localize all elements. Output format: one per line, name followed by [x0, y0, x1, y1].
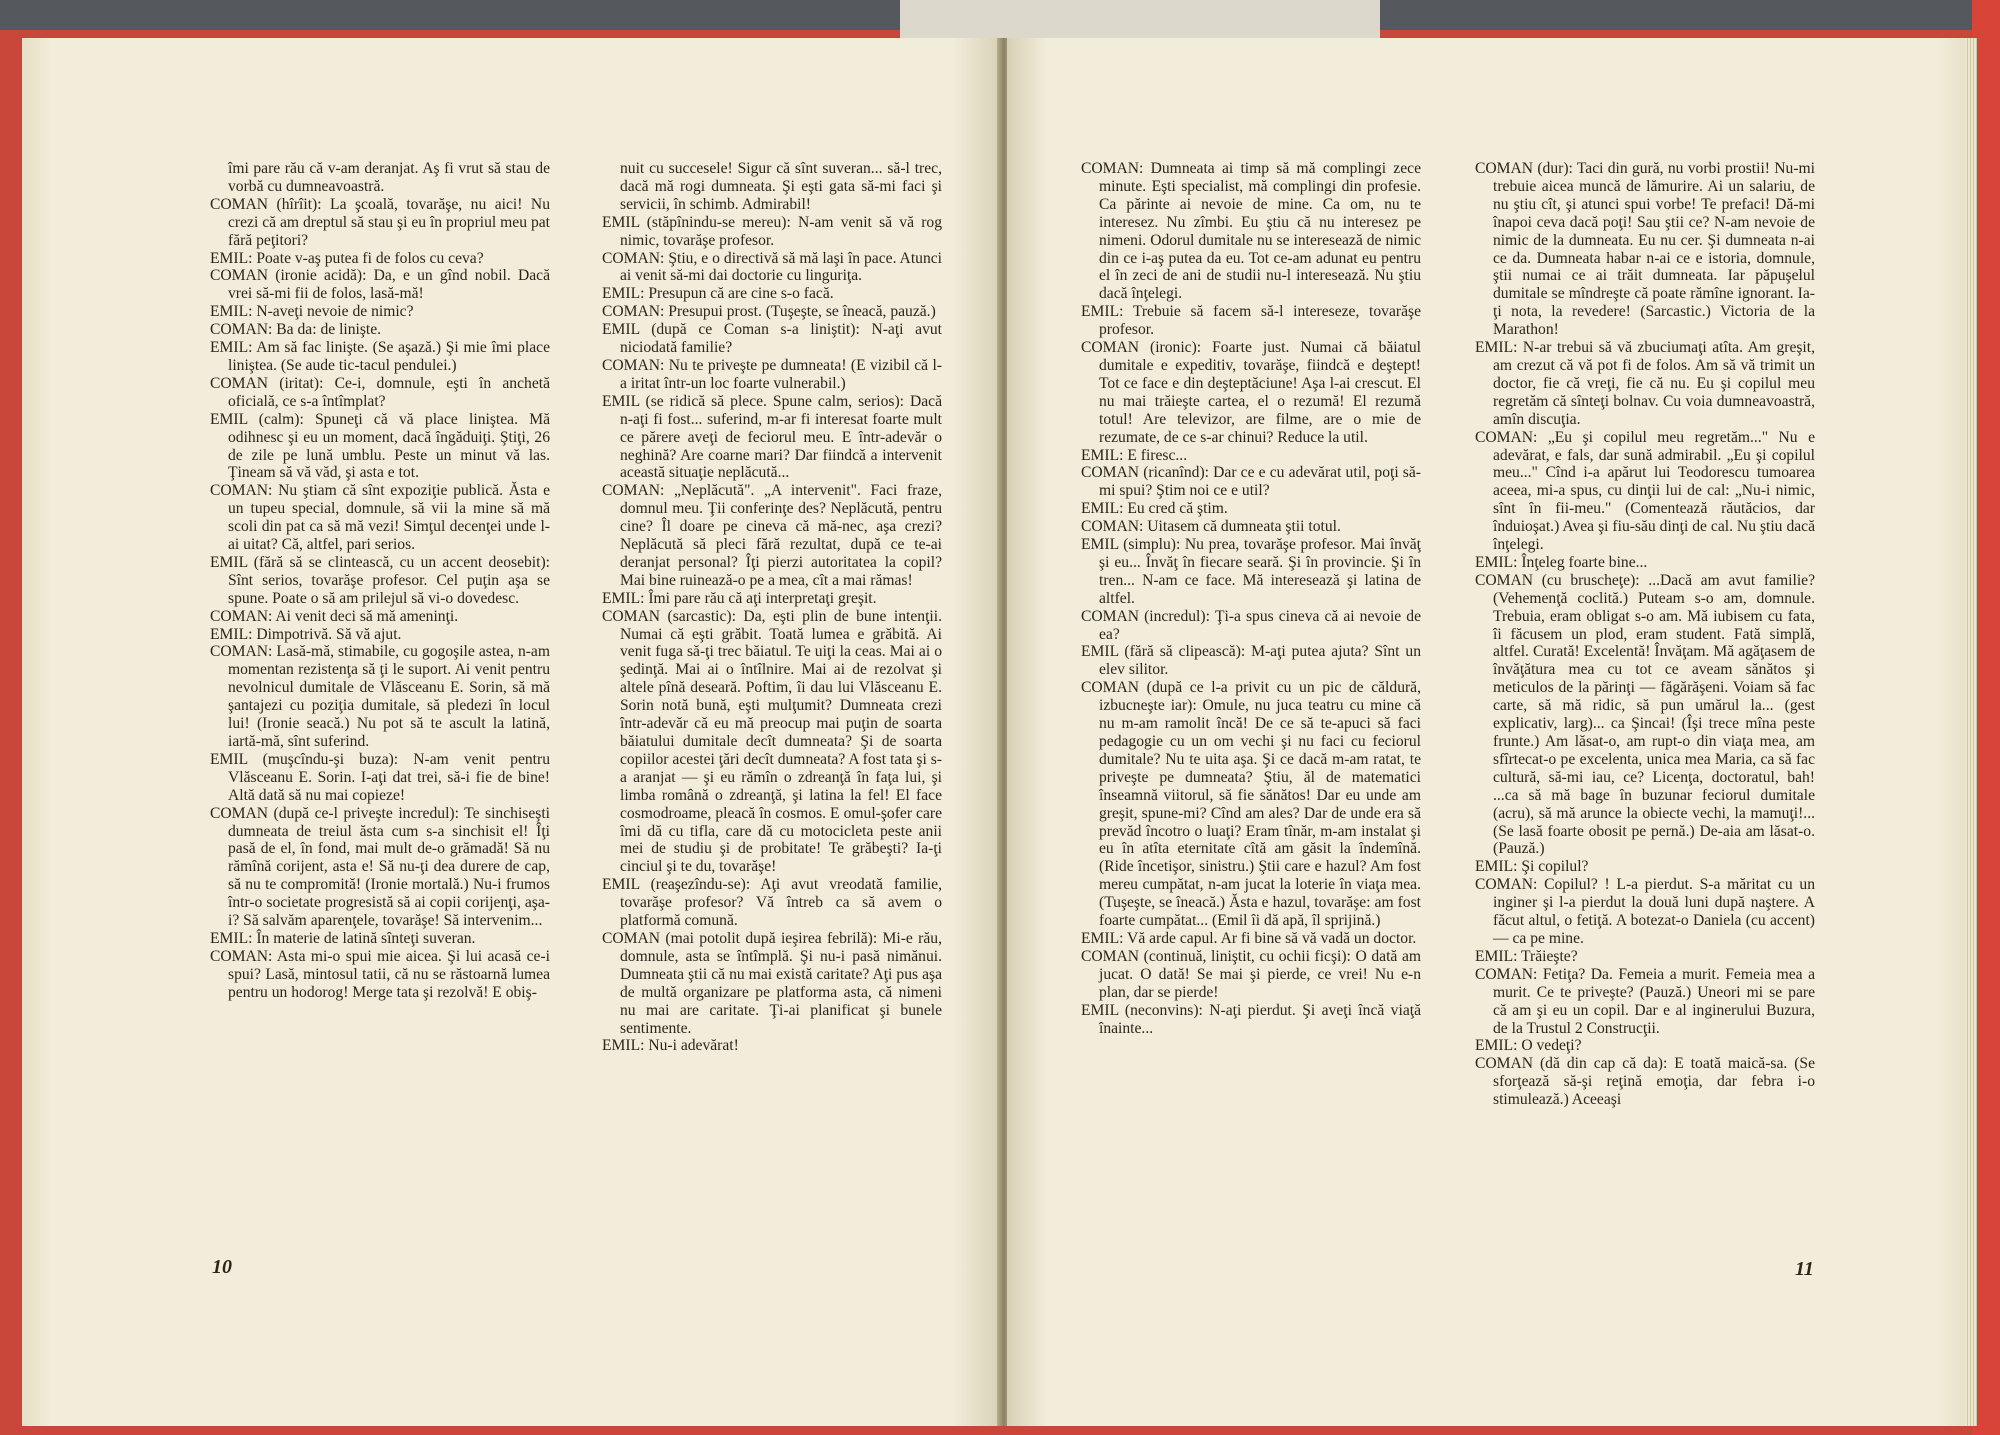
- dialogue-paragraph: COMAN: Ai venit deci să mă ameninţi.: [210, 607, 459, 625]
- dialogue-paragraph: EMIL (simplu): Nu prea, tovarăşe profesor. Mai învăţ şi eu... Învăţ în fiecare seară. Şi în provincie. Şi în tren... N-am ce face. Mă interesează şi latina de altfel.: [1081, 536, 1421, 607]
- dialogue-paragraph: COMAN (cu bruscheţe): ...Dacă am avut familie? (Vehemenţă coclită.) Puteam s-o am, domnule. Trebuia, eram obligat s-o am. Mă iubisem cu fata, îi făcusem un plod, eram student. Fată simplă, altfel. Curată! Excelentă! Învăţam. Mă agăţasem de învăţătura mea cu tot ce aveam sănătos şi meticulos de la părinţi — făgărăşeni. Voiam să fac carte, să mă ridic, să pun umărul la... (gest explicativ, larg)... ca Şincai! (Îşi trece mîna peste frunte.) Am lăsat-o, am rupt-o din viaţa mea, am sfîrtecat-o pe excelenta, unica mea Maria, ca să fac cultură, să-mi iau, ce? Licenţa, doctoratul, bah! ...ca să mă bage în buzunar feciorul dumitale (acru), să mă arunce la obiecte vechi, la mamuţi!... (Se lasă foarte obosit pe pernă.) De-aia am lăsat-o. (Pauză.): [1475, 571, 1815, 858]
- dialogue-paragraph: COMAN: Copilul? ! L-a pierdut. S-a măritat cu un inginer şi l-a pierdut la două luni după naştere. A făcut altul, o fetiţă. A botezat-o Daniela (cu accent) — ca pe mine.: [1475, 876, 1815, 947]
- page-number-right: 11: [1795, 1258, 1814, 1280]
- dialogue-paragraph: COMAN (ricanînd): Dar ce e cu adevărat util, poţi să-mi spui? Ştim noi ce e util?: [1081, 464, 1421, 500]
- dialogue-paragraph: EMIL: În materie de latină sînteţi suveran.: [210, 929, 476, 947]
- dialogue-paragraph: COMAN: Nu ştiam că sînt expoziţie publică. Ăsta e un tupeu special, domnule, să vii la mine să mă scoli din pat ca să mă vezi! Simţul decenţei unde l-ai uitat? Că, altfel, pari serios.: [210, 482, 550, 554]
- dialogue-paragraph: EMIL (reaşezîndu-se): Aţi avut vreodată familie, tovarăşe profesor? Vă întreb ca să avem o platformă comună.: [602, 876, 942, 930]
- dialogue-paragraph: COMAN (dă din cap că da): E toată maică-sa. (Se sforţează să-şi reţină emoţia, dar febra i-o stimulează.) Aceeaşi: [1475, 1055, 1815, 1109]
- dialogue-paragraph: COMAN: „Eu şi copilul meu regretăm..." Nu e adevărat, e fals, dar sună admirabil. „Eu şi copilul meu..." Cînd i-a apărut lui Teodorescu tumoarea aceea, mi-a spus, cu dinţii lui de cal: „Nu-i nimic, sînt în fii-meu." (Comentează răutăcios, dar înduioşat.) Avea şi fiu-său dinţi de cal. Nu ştiu dacă înţelegi.: [1475, 428, 1815, 554]
- dialogue-paragraph: EMIL: Nu-i adevărat!: [602, 1037, 739, 1055]
- dialogue-paragraph: EMIL: Trăieşte?: [1475, 947, 1578, 965]
- dialogue-paragraph: EMIL (se ridică să plece. Spune calm, serios): Dacă n-aţi fi fost... suferind, m-ar fi interesat foarte mult ce părere aveţi de feciorul meu. E într-adevăr o neghină? Are coarne mari? Dar fiindcă a intervenit această situaţie neplăcută...: [602, 392, 942, 482]
- dialogue-paragraph: EMIL: Îmi pare rău că aţi interpretaţi greşit.: [602, 589, 877, 607]
- dialogue-paragraph: EMIL (stăpînindu-se mereu): N-am venit să vă rog nimic, tovarăşe profesor.: [602, 213, 942, 249]
- page-edges: [1965, 38, 1977, 1426]
- dialogue-paragraph: COMAN: Ştiu, e o directivă să mă laşi în pace. Atunci ai venit să-mi dai doctorie cu linguriţa.: [602, 249, 942, 285]
- dialogue-paragraph: COMAN: Ba da: de linişte.: [210, 321, 382, 339]
- dialogue-paragraph: îmi pare rău că v-am deranjat. Aş fi vrut să stau de vorbă cu dumneavoastră.: [228, 160, 550, 195]
- dialogue-paragraph: COMAN (mai potolit după ieşirea febrilă): Mi-e rău, domnule, asta se întîmplă. Şi nu-i pasă nimănui. Dumneata ştii că nu mai există caritate? Aţi pus aşa de multă organizare pe platforma asta, că nimeni nu mai are caritate. Ţi-ai planificat şi bunele sentimente.: [602, 929, 942, 1037]
- dialogue-paragraph: COMAN (hîrîit): La şcoală, tovarăşe, nu aici! Nu crezi că am dreptul să stau şi eu în propriul meu pat fără peţitori?: [210, 195, 550, 249]
- dialogue-paragraph: EMIL: Eu cred că ştim.: [1081, 500, 1228, 518]
- left-page-column-1: [210, 160, 550, 1280]
- left-page-column-2: [602, 160, 942, 1280]
- dialogue-paragraph: EMIL: Şi copilul?: [1475, 858, 1589, 876]
- cover-top-edge: [900, 0, 1380, 40]
- dialogue-paragraph: COMAN: Nu te priveşte pe dumneata! (E vizibil că l-a iritat într-un loc foarte vulnerabil.): [602, 356, 942, 392]
- dialogue-paragraph: COMAN (sarcastic): Da, eşti plin de bune intenţii. Numai că eşti grăbit. Toată lumea e grăbită. Ai venit fuga să-ţi trec băiatul. Te uiţi la ceas. Mai ai o şedinţă. Mai ai o întîlnire. Mai ai de rezolvat şi altele pînă deseară. Poftim, îi dau lui Vlăsceanu E. Sorin notă bună, eşti mulţumit? Dumneata crezi într-adevăr că eu mă preocup mai puţin de soarta băiatului dumitale decît dumneata? Şi de soarta copiilor acestei ţări decît dumneata? A fost tata şi s-a aranjat — şi eu rămîn o zdreanţă în faţa lui, şi limba română o zdreanţă, şi latina la fel! El face cosmodroame, pleacă în cosmos. E omul-şofer care îmi dă cu tifla, care dă cu motocicleta peste anii mei de studiu şi de probitate! Te grăbeşti? Ia-ţi cinciul şi te du, tovarăşe!: [602, 607, 942, 876]
- dialogue-paragraph: COMAN: Dumneata ai timp să mă complingi zece minute. Eşti specialist, mă complingi din profesie. Ca părinte ai nevoie de mine. Ca om, nu te interesez. Nu zîmbi. Eu ştiu că nu interesez pe nimeni. Odorul dumitale nu se interesează de nimic din ce i-aş putea da eu. Tot ce-am adunat eu pentru el în zeci de ani de studii nu-l interesează. Nu ştiu dacă înţelegi.: [1081, 160, 1421, 303]
- dialogue-paragraph: COMAN (după ce-l priveşte incredul): Te sinchiseşti dumneata de treiul ăsta cum s-a sinchisit el! Îţi pasă de el, în fond, mai mult de-o grămadă! Să nu rămînă corijent, asta e! Să nu-ţi dea durere de cap, să nu te compromită! (Ironie mortală.) Nu-i frumos într-o societate progresistă să ai copii corijenţi, aşa-i? Să salvăm aparenţele, tovarăşe! Să intervenim...: [210, 804, 550, 930]
- dialogue-paragraph: COMAN (continuă, liniştit, cu ochii ficşi): O dată am jucat. O dată! Se mai şi pierde, ce vrei! Nu e-n plan, dar se pierde!: [1081, 947, 1421, 1001]
- dialogue-paragraph: EMIL: Dimpotrivă. Să vă ajut.: [210, 625, 402, 643]
- page-number-left: 10: [212, 1256, 232, 1278]
- dialogue-paragraph: EMIL: Poate v-aş putea fi de folos cu ceva?: [210, 249, 484, 267]
- right-page-column-2: [1475, 160, 1815, 1280]
- left-page: [22, 38, 1002, 1426]
- dialogue-paragraph: EMIL: Presupun că are cine s-o facă.: [602, 285, 834, 303]
- dialogue-paragraph: COMAN: Lasă-mă, stimabile, cu gogoşile astea, n-am momentan rezistenţa să ţi le suport. Ai venit pentru nevolnicul dumitale de Vlăsceanu E. Sorin, să mă şantajezi cu poziţia dumitale, să pledezi în locul lui! (Ironie seacă.) Nu pot să te ascult la latină, iartă-mă, sînt suferind.: [210, 643, 550, 750]
- dialogue-paragraph: EMIL: Înţeleg foarte bine...: [1475, 553, 1648, 571]
- dialogue-paragraph: EMIL: O vedeţi?: [1475, 1037, 1582, 1055]
- dialogue-paragraph: EMIL: N-aveţi nevoie de nimic?: [210, 303, 414, 321]
- dialogue-paragraph: COMAN: Uitasem că dumneata ştii totul.: [1081, 518, 1341, 536]
- dialogue-paragraph: EMIL (fără să clipească): M-aţi putea ajuta? Sînt un elev silitor.: [1081, 643, 1421, 679]
- dialogue-paragraph: COMAN (după ce l-a privit cu un pic de căldură, izbucneşte iar): Omule, nu juca teatru cu mine că nu m-am ramolit încă! De ce să te-apuci să faci pedagogie cu un om vechi şi nu faci cu feciorul dumitale? Nu te uita aşa. Şi ce dacă m-am ratat, te priveşte pe dumneata? Ştiu, ăl de matematici înseamnă viitorul, să fie sănătos! Dar eu unde am greşit, spune-mi? Cînd am ales? Dar de unde era să prevăd încotro o luaţi? Eram tînăr, m-am instalat şi eu în atîta eternitate cîtă am găsit la îndemînă. (Ride încetişor, sinistru.) Ştii care e hazul? Am fost mereu cumpătat, n-am jucat la loterie în viaţa mea. (Tuşeşte, se îneacă.) Ăsta e hazul, tovarăşe: am fost foarte cumpătat... (Emil îi dă apă, îl sprijină.): [1081, 679, 1421, 930]
- dialogue-paragraph: EMIL (după ce Coman s-a liniştit): N-aţi avut niciodată familie?: [602, 321, 942, 357]
- dialogue-paragraph: EMIL: N-ar trebui să vă zbuciumaţi atîta. Am greşit, am crezut că vă pot fi de folos. Am să vă trimit un doctor, fie că vreţi, fie că nu. Eu şi copilul meu regretăm că sînteţi bolnav. Cu voia dumneavoastră, amîn discuţia.: [1475, 339, 1815, 428]
- dialogue-paragraph: COMAN (incredul): Ţi-a spus cineva că ai nevoie de ea?: [1081, 607, 1421, 643]
- dialogue-paragraph: COMAN: Asta mi-o spui mie aicea. Şi lui acasă ce-i spui? Lasă, mintosul tatii, că nu se răstoarnă lumea pentru un hodorog! Merge tata şi rezolvă! E obiş-: [210, 947, 550, 1001]
- dialogue-paragraph: COMAN: Presupui prost. (Tuşeşte, se îneacă, pauză.): [602, 303, 936, 321]
- dialogue-paragraph: nuit cu succesele! Sigur că sînt suveran... să-l trec, dacă mă rogi dumneata. Şi eşti gata să-mi faci şi servicii, în schimb. Admirabil!: [620, 160, 942, 213]
- dialogue-paragraph: EMIL: Vă arde capul. Ar fi bine să vă vadă un doctor.: [1081, 929, 1417, 947]
- dialogue-paragraph: COMAN: „Neplăcută". „A intervenit". Faci fraze, domnul meu. Ţii conferinţe des? Neplăcută, pentru cine? Îl doare pe cineva că mă-nec, aşa crezi? Neplăcută să pleci fără rezultat, după ce te-ai deranjat personal? Îţi pierzi autoritatea la copil? Mai bine ruinează-o pe a mea, cît a mai rămas!: [602, 482, 942, 589]
- dialogue-paragraph: COMAN (ironic): Foarte just. Numai că băiatul dumitale e expeditiv, tovarăşe, fiindcă e deştept! Tot ce face e din deşteptăciune! Aşa l-ai crescut. El nu mai trăieşte cartea, el o rezumă! El rezumă totul! Are televizor, are filme, are o mie de rezumate, de ce s-ar chinui? Reduce la util.: [1081, 339, 1421, 446]
- dialogue-paragraph: EMIL: Am să fac linişte. (Se aşază.) Şi mie îmi place liniştea. (Se aude tic-tacul pendulei.): [210, 339, 550, 374]
- dialogue-paragraph: EMIL (muşcîndu-şi buza): N-am venit pentru Vlăsceanu E. Sorin. I-aţi dat trei, să-i fie de bine! Altă dată să nu mai copieze!: [210, 750, 550, 804]
- right-page: [1007, 38, 1969, 1426]
- dialogue-paragraph: EMIL (neconvins): N-aţi pierdut. Şi aveţi încă viaţă înainte...: [1081, 1001, 1421, 1037]
- dialogue-paragraph: COMAN: Fetiţa? Da. Femeia a murit. Femeia mea a murit. Ce te priveşte? (Pauză.) Uneori mi se pare că am şi eu un copil. Dar e al inginerului Buzura, de la Trustul 2 Construcţii.: [1475, 965, 1815, 1037]
- dialogue-paragraph: COMAN (iritat): Ce-i, domnule, eşti în anchetă oficială, ce s-a întîmplat?: [210, 374, 550, 410]
- right-page-column-1: [1081, 160, 1421, 1280]
- dialogue-paragraph: COMAN (dur): Taci din gură, nu vorbi prostii! Nu-mi trebuie aicea muncă de lămurire. Ai un salariu, de nu ştiu cît, şi atunci spui vorbe! Te prefaci! Dă-mi înapoi ceva dacă poţi! Sau ştii ce? N-am nevoie de nimic de la dumneata. Eu nu cer. Şi dumneata n-ai ce da. Dumneata habar n-ai ce e istoria, domnule, ştii numai ce ai trăit dumneata. Iar păpuşelul dumitale se mîndreşte că poate rămîne ignorant. Ia-ţi nota, la revedere! (Sarcastic.) Victoria de la Marathon!: [1475, 160, 1815, 339]
- dialogue-paragraph: COMAN (ironie acidă): Da, e un gînd nobil. Dacă vrei să-mi fii de folos, lasă-mă!: [210, 267, 550, 303]
- dialogue-paragraph: EMIL (fără să se clintească, cu un accent deosebit): Sînt serios, tovarăşe profesor. Cel puţin aşa se spune. Poate o să am prilejul să vi-o dovedesc.: [210, 553, 550, 607]
- dialogue-paragraph: EMIL: Trebuie să facem să-l intereseze, tovarăşe profesor.: [1081, 303, 1421, 339]
- dialogue-paragraph: EMIL (calm): Spuneţi că vă place liniştea. Mă odihnesc şi eu un moment, dacă îngăduiţi. Ştiţi, 26 de zile pe lună umblu. Peste un minut vă las. Ţineam să vă văd, şi asta e tot.: [210, 410, 550, 482]
- dialogue-paragraph: EMIL: E firesc...: [1081, 446, 1188, 464]
